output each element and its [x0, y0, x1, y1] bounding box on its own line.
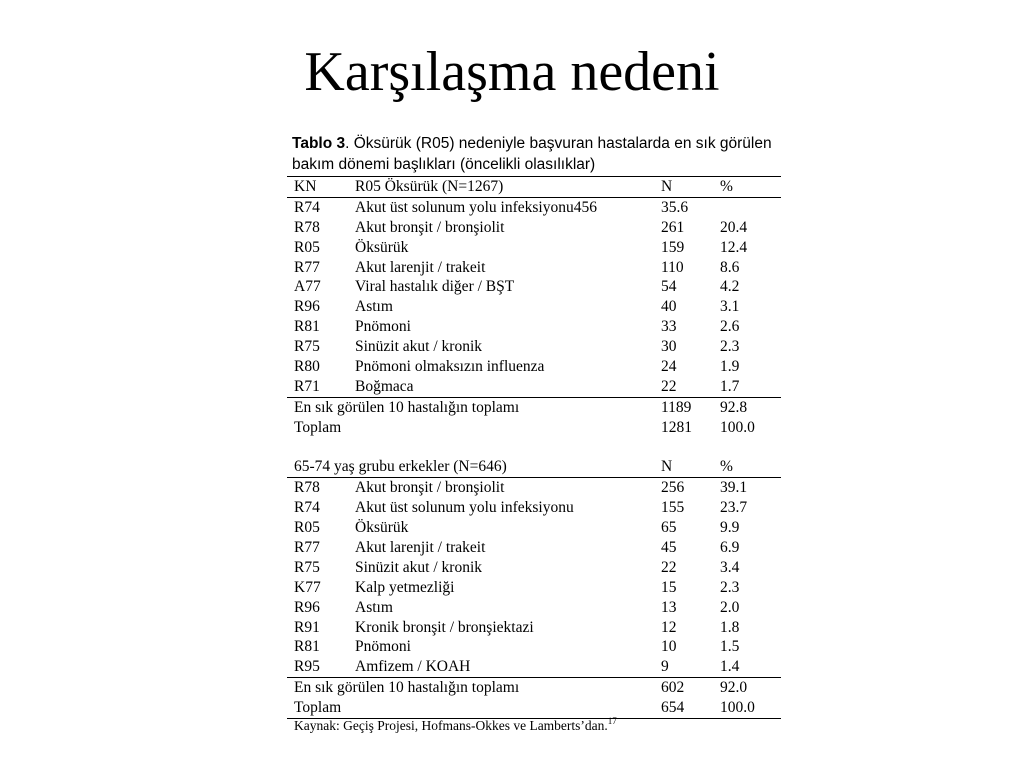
row-name: Öksürük	[355, 238, 409, 256]
row-code: R74	[294, 198, 320, 216]
table-row	[287, 377, 781, 397]
row-n: 54	[661, 278, 677, 296]
row-code: R81	[294, 638, 320, 656]
row-pct: 2.0	[720, 598, 740, 616]
row-name: Akut bronşit / bronşiolit	[355, 218, 505, 236]
row-pct: 1.4	[720, 658, 740, 676]
table2-summary-row	[287, 678, 781, 698]
row-n: 45	[661, 539, 677, 557]
row-code: R78	[294, 218, 320, 236]
row-n: 261	[661, 218, 685, 236]
row-pct: 39.1	[720, 479, 748, 497]
row-name: Akut larenjit / trakeit	[355, 539, 486, 557]
caption-label: Tablo 3	[292, 135, 346, 152]
row-name: Boğmaca	[355, 377, 414, 395]
total-pct: 100.0	[720, 418, 755, 436]
header-label: 65-74 yaş grubu erkekler (N=646)	[294, 458, 507, 476]
table-row	[287, 578, 781, 598]
row-name: Akut üst solunum yolu infeksiyonu456	[355, 198, 597, 216]
row-code: A77	[294, 278, 321, 296]
row-pct: 2.3	[720, 338, 740, 356]
table1-body	[287, 198, 781, 397]
row-name: Astım	[355, 298, 393, 316]
row-code: R05	[294, 238, 320, 256]
row-n: 15	[661, 578, 677, 596]
table-caption	[292, 133, 792, 175]
table2-body	[287, 478, 781, 677]
row-pct: 1.5	[720, 638, 740, 656]
row-n: 256	[661, 479, 685, 497]
row-name: Akut bronşit / bronşiolit	[355, 479, 505, 497]
table1-summary-row	[287, 398, 781, 418]
row-pct: 1.9	[720, 358, 740, 376]
row-n: 10	[661, 638, 677, 656]
row-pct: 8.6	[720, 258, 740, 276]
row-name: Kronik bronşit / bronşiektazi	[355, 618, 534, 636]
row-n: 155	[661, 499, 685, 517]
table1-total-row	[287, 418, 781, 438]
table-row	[287, 478, 781, 498]
row-pct: 6.9	[720, 539, 740, 557]
total-label: Toplam	[294, 418, 342, 436]
row-n: 40	[661, 298, 677, 316]
table-row	[287, 258, 781, 278]
source-note	[294, 716, 617, 734]
table-row	[287, 538, 781, 558]
summary-pct: 92.8	[720, 398, 748, 416]
row-name: Amfizem / KOAH	[355, 658, 471, 676]
total-label: Toplam	[294, 699, 342, 717]
table-row	[287, 277, 781, 297]
row-name: Pnömoni olmaksızın influenza	[355, 358, 545, 376]
row-pct: 3.4	[720, 558, 740, 576]
total-pct: 100.0	[720, 699, 755, 717]
table-row	[287, 558, 781, 578]
table2-header-row	[287, 457, 781, 477]
table-row	[287, 198, 781, 218]
row-n: 13	[661, 598, 677, 616]
row-code: R71	[294, 377, 320, 395]
row-n: 24	[661, 358, 677, 376]
row-n: 22	[661, 558, 677, 576]
summary-n: 1189	[661, 398, 692, 416]
table1-header-row	[287, 177, 781, 197]
header-pct: %	[720, 458, 733, 476]
source-text: Kaynak: Geçiş Projesi, Hofmans-Okkes ve Lamberts’dan.	[294, 718, 608, 733]
row-pct: 4.2	[720, 278, 740, 296]
row-n: 33	[661, 318, 677, 336]
header-name: R05 Öksürük (N=1267)	[355, 178, 504, 195]
row-name: Pnömoni	[355, 318, 411, 336]
row-name: Pnömoni	[355, 638, 411, 656]
source-ref: 17	[607, 716, 617, 726]
row-n: 65	[661, 519, 677, 537]
row-pct: 2.6	[720, 318, 740, 336]
data-table	[287, 176, 781, 719]
table-row	[287, 357, 781, 377]
row-pct: 2.3	[720, 578, 740, 596]
row-code: R75	[294, 558, 320, 576]
table-row	[287, 518, 781, 538]
header-pct: %	[720, 178, 733, 195]
table-row	[287, 637, 781, 657]
row-name: Kalp yetmezliği	[355, 578, 455, 596]
row-n: 30	[661, 338, 677, 356]
row-n: 22	[661, 377, 677, 395]
row-code: R74	[294, 499, 320, 517]
table-row	[287, 297, 781, 317]
row-name: Öksürük	[355, 519, 409, 537]
row-pct: 12.4	[720, 238, 748, 256]
header-code: KN	[294, 178, 317, 195]
row-code: R81	[294, 318, 320, 336]
row-name: Astım	[355, 598, 393, 616]
row-code: R91	[294, 618, 320, 636]
table-row	[287, 657, 781, 677]
summary-n: 602	[661, 679, 685, 697]
table-gap	[287, 438, 781, 458]
table-row	[287, 618, 781, 638]
row-pct: 23.7	[720, 499, 748, 517]
total-n: 654	[661, 699, 685, 717]
row-code: R05	[294, 519, 320, 537]
summary-label: En sık görülen 10 hastalığın toplamı	[294, 679, 520, 697]
row-code: R80	[294, 358, 320, 376]
row-pct: 1.8	[720, 618, 740, 636]
row-name: Sinüzit akut / kronik	[355, 558, 483, 576]
row-n: 110	[661, 258, 684, 276]
table-row	[287, 598, 781, 618]
row-pct: 9.9	[720, 519, 740, 537]
row-name: Akut larenjit / trakeit	[355, 258, 486, 276]
table-row	[287, 317, 781, 337]
row-code: K77	[294, 578, 321, 596]
table-row	[287, 498, 781, 518]
row-code: R77	[294, 258, 320, 276]
slide-title: Karşılaşma nedeni	[304, 41, 720, 103]
table-row	[287, 218, 781, 238]
header-n: N	[661, 178, 673, 195]
summary-pct: 92.0	[720, 679, 748, 697]
row-code: R95	[294, 658, 320, 676]
summary-label: En sık görülen 10 hastalığın toplamı	[294, 398, 520, 416]
row-n: 12	[661, 618, 677, 636]
row-code: R96	[294, 298, 320, 316]
row-pct: 3.1	[720, 298, 740, 316]
row-n: 9	[661, 658, 669, 676]
row-pct: 20.4	[720, 218, 748, 236]
total-n: 1281	[661, 418, 692, 436]
row-pct: 1.7	[720, 377, 740, 395]
header-n: N	[661, 458, 673, 476]
caption-text: . Öksürük (R05) nedeniyle başvuran hastalarda en sık görülen bakım dönemi başlıkları (öncelikli olasılıklar)	[292, 135, 772, 173]
row-name: Akut üst solunum yolu infeksiyonu	[355, 499, 574, 517]
row-name: Sinüzit akut / kronik	[355, 338, 483, 356]
row-code: R77	[294, 539, 320, 557]
row-code: R96	[294, 598, 320, 616]
row-code: R78	[294, 479, 320, 497]
row-name: Viral hastalık diğer / BŞT	[355, 278, 515, 296]
row-code: R75	[294, 338, 320, 356]
row-n: 159	[661, 238, 685, 256]
table-row	[287, 238, 781, 258]
row-n: 35.6	[661, 198, 689, 216]
table-row	[287, 337, 781, 357]
